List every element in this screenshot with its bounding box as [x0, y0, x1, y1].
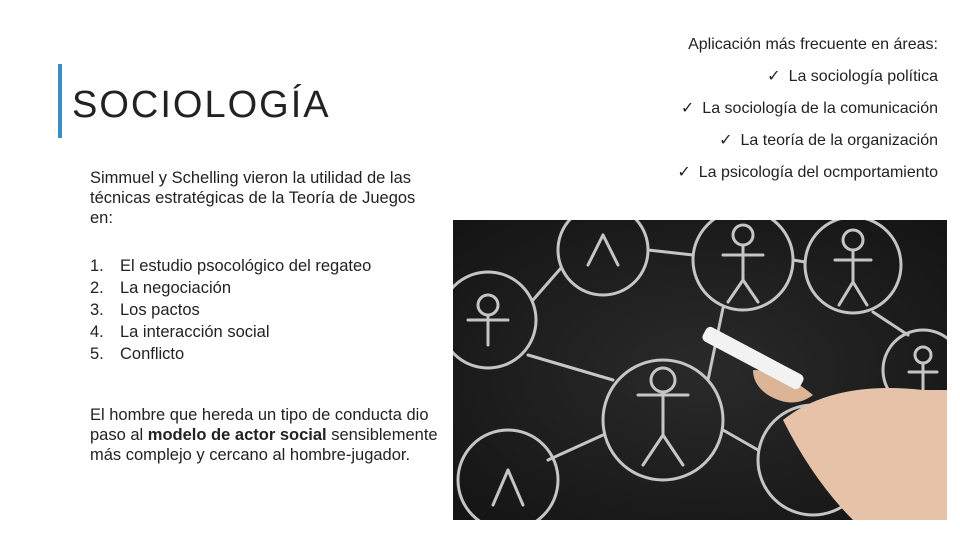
- checkmark-icon: ✓: [719, 132, 733, 149]
- area-item: [677, 130, 938, 162]
- chalk-network-photo: [453, 220, 947, 520]
- closing-bold-text: modelo de actor social: [147, 426, 327, 444]
- checkmark-icon: ✓: [677, 164, 691, 181]
- list-text: El estudio psocológico del regateo: [120, 257, 372, 275]
- checkmark-icon: ✓: [767, 68, 781, 85]
- list-item: [90, 343, 371, 365]
- area-text: La teoría de la organización: [740, 132, 938, 149]
- area-text: La sociología de la comunicación: [702, 100, 938, 117]
- list-item: [90, 255, 371, 277]
- list-item: [90, 321, 371, 343]
- list-text: Los pactos: [120, 301, 200, 319]
- area-item: [677, 66, 938, 98]
- list-number: 1.: [90, 257, 104, 275]
- list-number: 3.: [90, 301, 104, 319]
- intro-text: Simmuel y Schelling vieron la utilidad de las técnicas estratégicas de la Teoría de Juegos en:: [90, 169, 416, 227]
- slide-title: SOCIOLOGÍA: [72, 84, 331, 126]
- areas-heading: Aplicación más frecuente en áreas:: [688, 36, 938, 53]
- checkmark-icon: ✓: [680, 100, 695, 117]
- list-item: [90, 277, 371, 299]
- list-text: La interacción social: [120, 323, 270, 341]
- closing-paragraph: [90, 405, 440, 465]
- numbered-list: [90, 255, 371, 365]
- list-text: La negociación: [120, 279, 232, 297]
- list-number: 5.: [90, 345, 104, 363]
- closing-text-after: sensiblemente más complejo y cercano al hombre-jugador.: [90, 426, 438, 464]
- area-item: [677, 98, 938, 130]
- title-accent-bar: [58, 64, 62, 138]
- list-text: Conflicto: [120, 345, 185, 363]
- area-text: La psicología del ocmportamiento: [698, 164, 938, 181]
- closing-text-before: El hombre que hereda un tipo de conducta dio paso al: [90, 406, 429, 444]
- areas-list: [677, 66, 938, 194]
- chalk-network-icon: [453, 220, 947, 520]
- list-number: 2.: [90, 279, 104, 297]
- area-item: [677, 162, 938, 194]
- list-item: [90, 299, 371, 321]
- area-text: La sociología política: [788, 68, 938, 85]
- list-number: 4.: [90, 323, 104, 341]
